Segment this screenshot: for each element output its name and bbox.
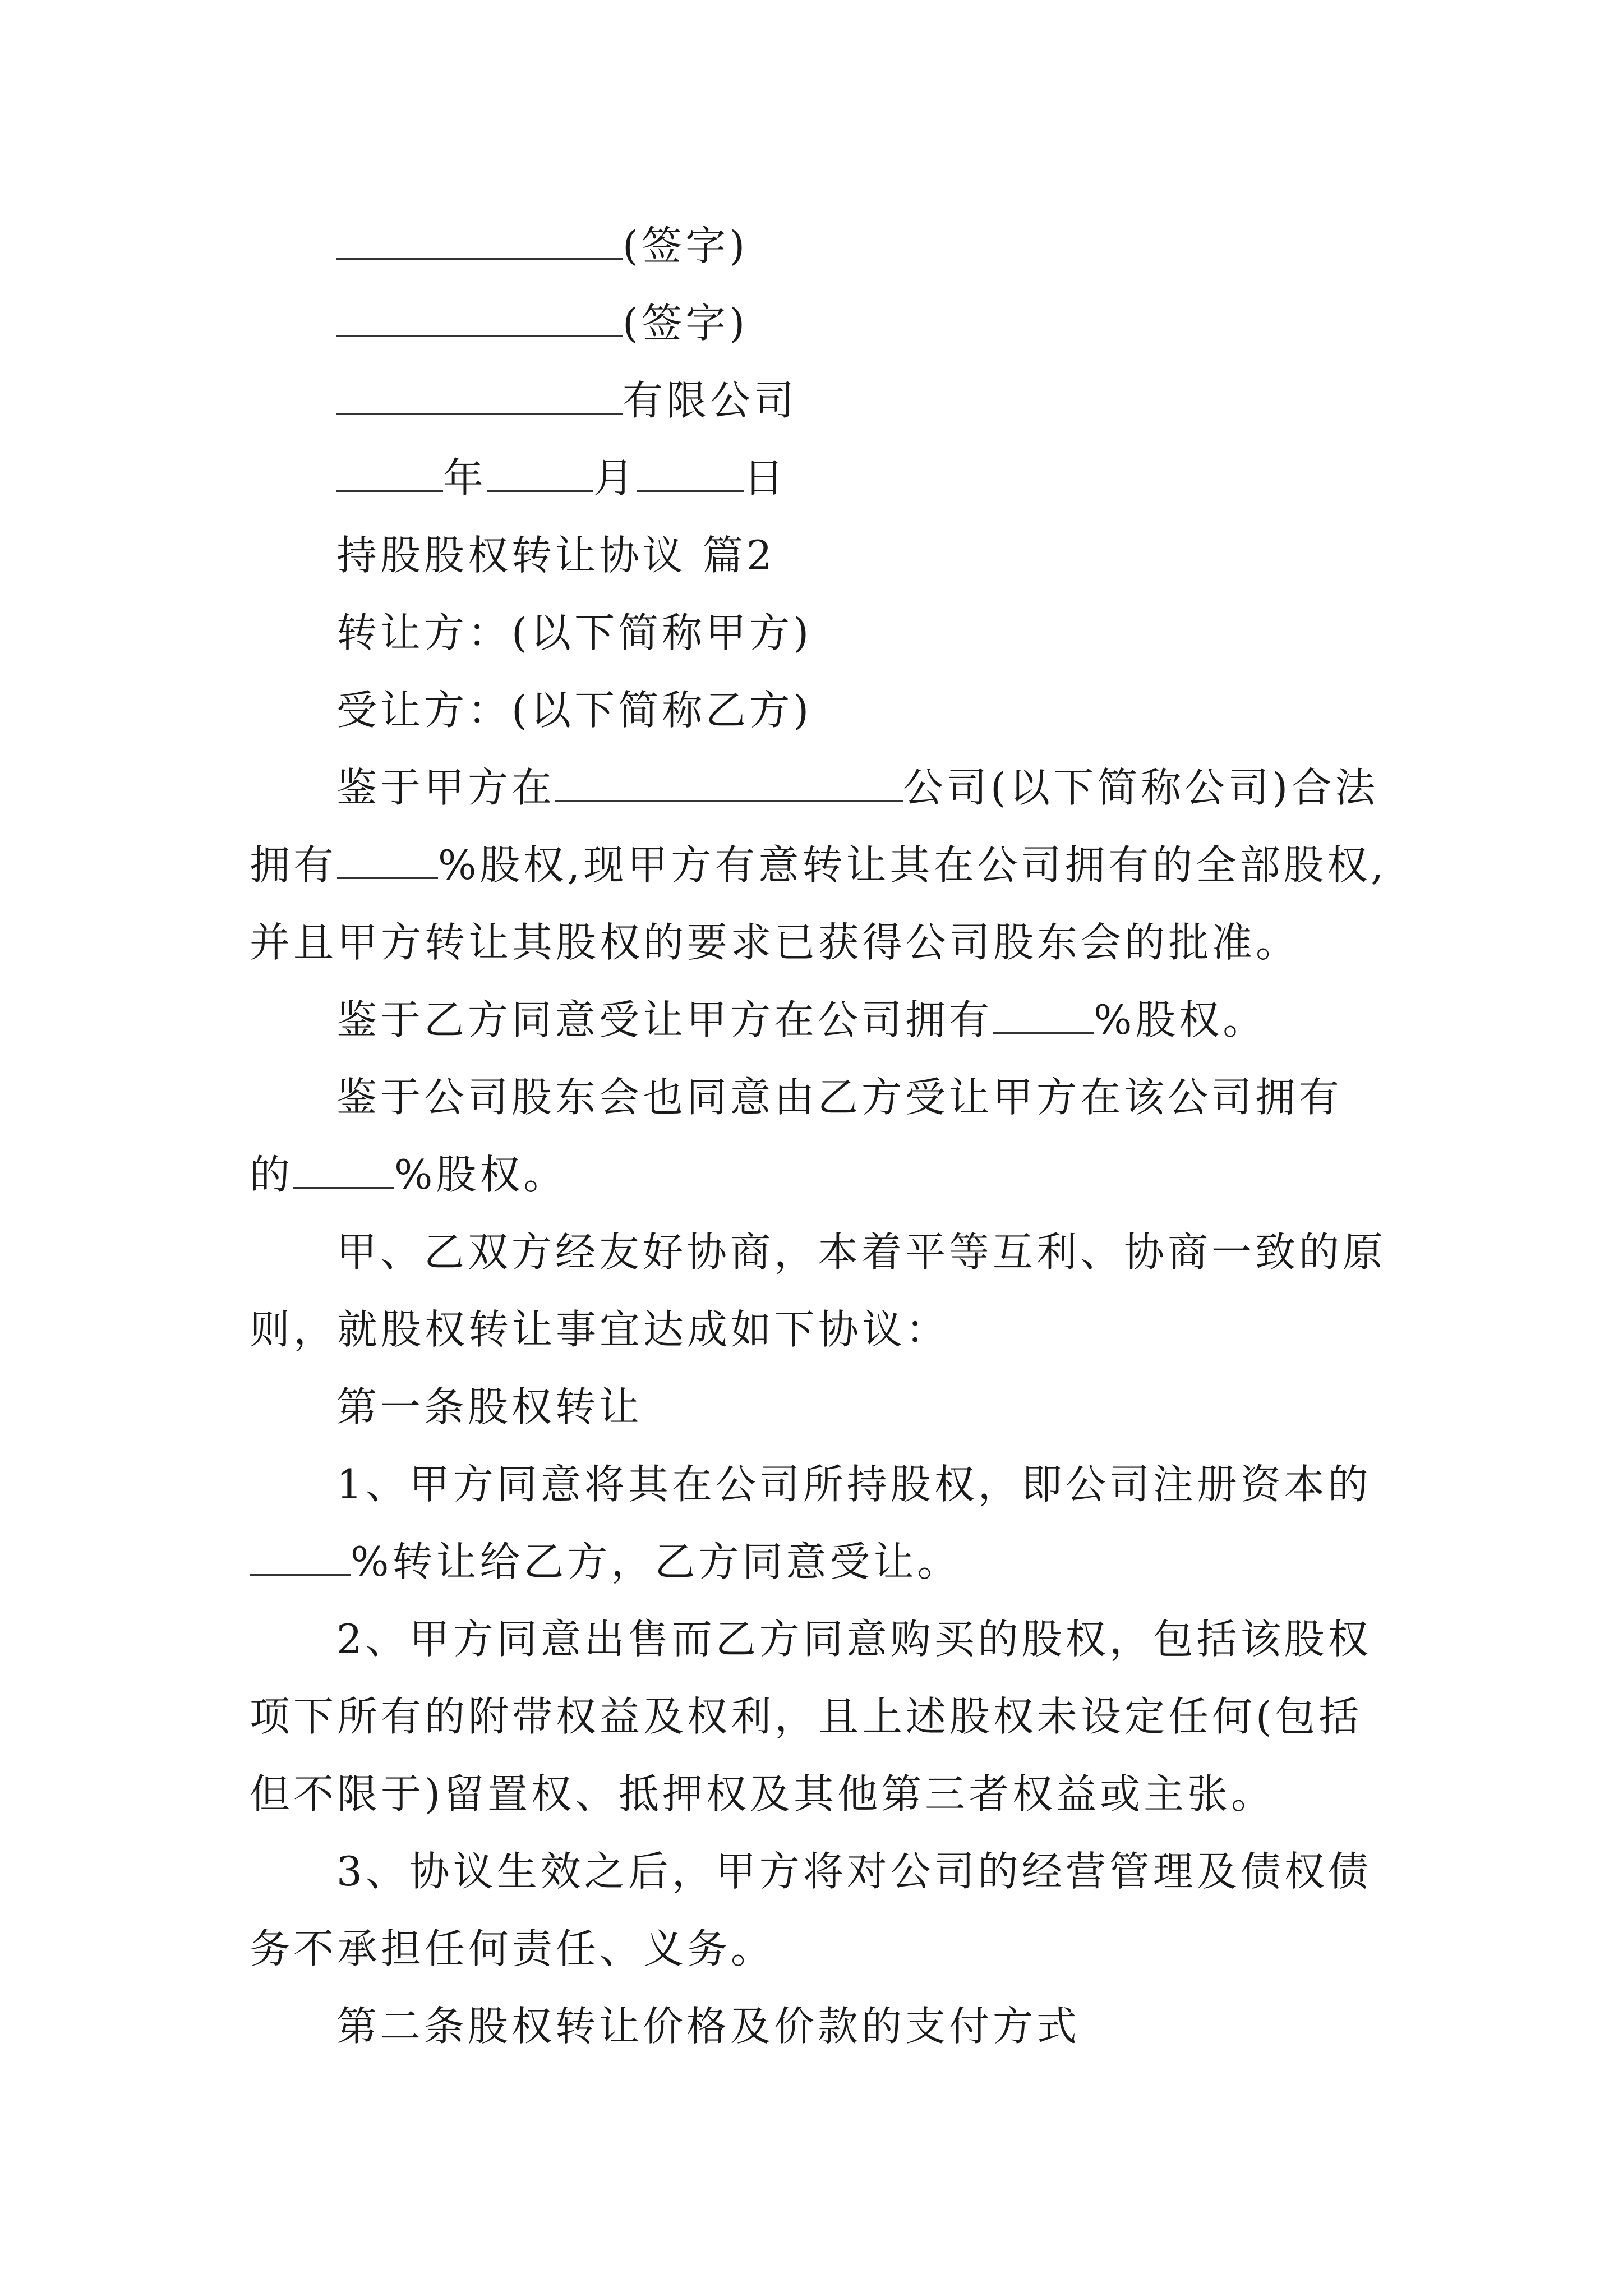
company-line — [336, 372, 1475, 429]
percent-blank — [250, 1539, 351, 1576]
para2-text: 鉴于乙方同意受让甲方在公司拥有 — [336, 996, 993, 1043]
para2-line1 — [336, 992, 1475, 1048]
percent-blank — [993, 997, 1094, 1034]
signature-line-1 — [336, 218, 1475, 274]
para3-line1: 鉴于公司股东会也同意由乙方受让甲方在该公司拥有 — [336, 1074, 1343, 1121]
percent-blank — [337, 843, 438, 879]
clause1-line1: 1、甲方同意将其在公司所持股权，即公司注册资本的 — [336, 1461, 1372, 1508]
month-blank — [487, 455, 593, 492]
section-title: 持股股权转让协议 篇2 — [336, 532, 776, 579]
clause2-line2: 项下所有的附带权益及权利，且上述股权未设定任何(包括 — [250, 1693, 1363, 1740]
para3-line2 — [250, 1147, 1388, 1203]
year-label: 年 — [443, 454, 487, 501]
para1-text: 公司(以下简称公司)合法 — [903, 764, 1379, 811]
article2-title: 第二条股权转让价格及价款的支付方式 — [336, 2003, 1081, 2050]
para1-line1 — [336, 760, 1475, 816]
day-label: 日 — [744, 454, 788, 501]
clause3-line1: 3、协议生效之后，甲方将对公司的经营管理及债权债 — [336, 1848, 1372, 1895]
clause1-line2 — [250, 1534, 1388, 1590]
clause2-line3: 但不限于)留置权、抵押权及其他第三者权益或主张。 — [250, 1770, 1275, 1818]
transferor-line: 转让方：(以下简称甲方) — [336, 609, 813, 656]
signature-blank — [336, 301, 623, 337]
para3-text: 的 — [250, 1151, 294, 1198]
company-suffix: 有限公司 — [623, 377, 798, 424]
transferee-line: 受让方：(以下简称乙方) — [336, 687, 813, 734]
para1-line3: 并且甲方转让其股权的要求已获得公司股东会的批准。 — [250, 919, 1300, 966]
year-blank — [336, 455, 443, 492]
signature-label: (签字) — [623, 300, 749, 347]
para1-line2 — [250, 837, 1388, 893]
para3-text: %股权。 — [394, 1151, 568, 1198]
clause1-text: %转让给乙方，乙方同意受让。 — [351, 1538, 961, 1585]
para1-text: %股权,现甲方有意转让其在公司拥有的全部股权, — [438, 841, 1387, 889]
day-blank — [637, 455, 744, 492]
month-label: 月 — [593, 454, 638, 501]
article1-title: 第一条股权转让 — [336, 1383, 643, 1430]
company-blank — [555, 765, 903, 802]
date-line — [336, 450, 1475, 506]
para4-line1: 甲、乙双方经友好协商，本着平等互利、协商一致的原 — [336, 1228, 1387, 1276]
signature-line-2 — [336, 295, 1475, 351]
clause3-line2: 务不承担任何责任、义务。 — [250, 1925, 775, 1972]
para2-text: %股权。 — [1094, 996, 1267, 1043]
para1-text: 拥有 — [250, 841, 338, 889]
clause2-line1: 2、甲方同意出售而乙方同意购买的股权，包括该股权 — [336, 1616, 1372, 1663]
company-name-blank — [336, 378, 623, 415]
signature-label: (签字) — [623, 222, 749, 269]
signature-blank — [336, 223, 623, 260]
para4-line2: 则，就股权转让事宜达成如下协议： — [250, 1306, 950, 1353]
percent-blank — [293, 1152, 394, 1189]
para1-text: 鉴于甲方在 — [336, 764, 556, 811]
